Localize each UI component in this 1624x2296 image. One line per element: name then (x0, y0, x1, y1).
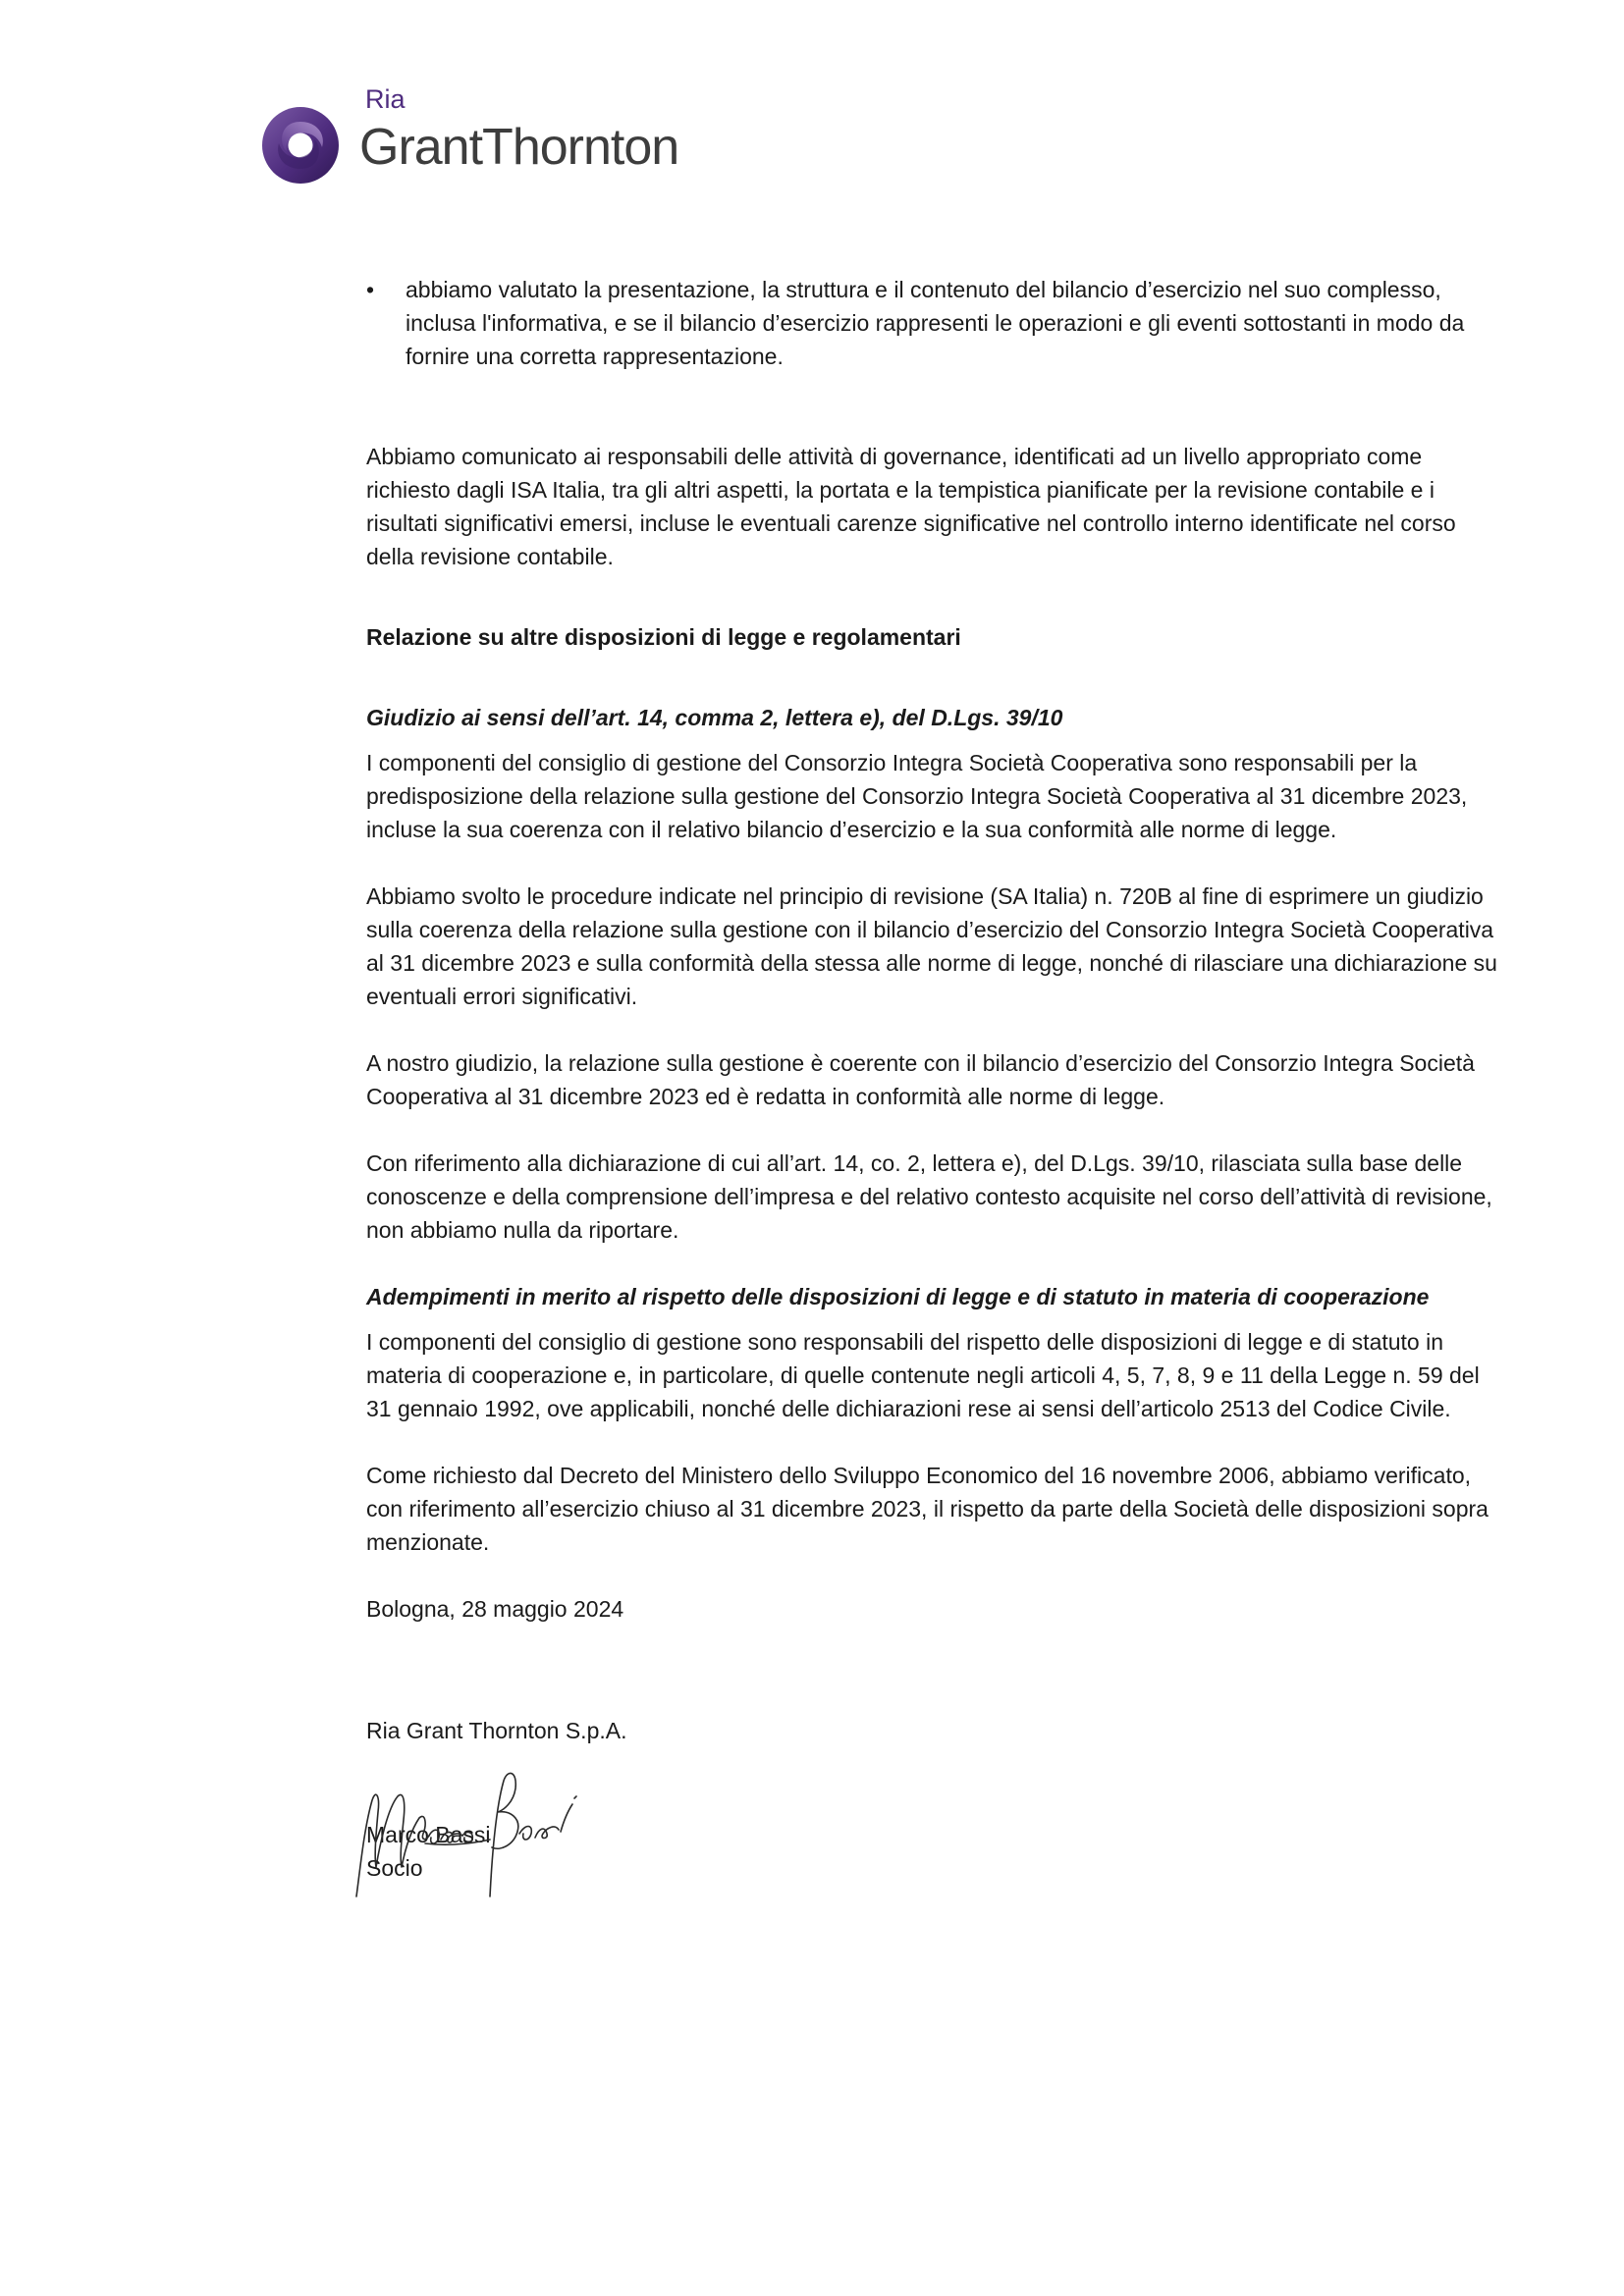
bullet-text: abbiamo valutato la presentazione, la struttura e il contenuto del bilancio d’esercizio nel suo complesso, inclusa l'informativa, e se il bilancio d’esercizio rappresenti le operazioni e gli eventi sottostanti in modo da fornire una corretta rappresentazione. (406, 277, 1465, 369)
subheading-giudizio: Giudizio ai sensi dell’art. 14, comma 2, lettera e), del D.Lgs. 39/10 (366, 705, 1063, 730)
handwritten-signature (343, 1749, 618, 1916)
place-date: Bologna, 28 maggio 2024 (366, 1596, 624, 1622)
paragraph-giudizio: A nostro giudizio, la relazione sulla gestione è coerente con il bilancio d’esercizio del Consorzio Integra Società Cooperativa al 31 dicembre 2023 ed è redatta in conformità alle norme di legge. (366, 1050, 1475, 1109)
paragraph-riferimento: Con riferimento alla dichiarazione di cui all’art. 14, co. 2, lettera e), del D.Lgs. 39/10, rilasciata sulla base delle conoscenze e della comprensione dell’impresa e del relativo contesto acquisite nel corso dell’attività di revisione, non abbiamo nulla da riportare. (366, 1150, 1492, 1243)
firm-name: Ria Grant Thornton S.p.A. (366, 1718, 627, 1743)
signatory-name: Marco Bassi (366, 1822, 491, 1847)
section-heading-altre-disposizioni: Relazione su altre disposizioni di legge e regolamentari (366, 624, 961, 650)
document-body (366, 273, 1505, 1885)
bullet-item (366, 273, 1505, 373)
paragraph-governance: Abbiamo comunicato ai responsabili delle attività di governance, identificati ad un livello appropriato come richiesto dagli ISA Italia, tra gli altri aspetti, la portata e la tempistica pianificate per la revisione contabile e i risultati significativi emersi, incluse le eventuali carenze significative nel controllo interno identificate nel corso della revisione contabile. (366, 444, 1456, 569)
ria-grant-thornton-logo (261, 84, 693, 192)
signature-block (366, 1818, 1505, 1885)
paragraph-procedure: Abbiamo svolto le procedure indicate nel principio di revisione (SA Italia) n. 720B al fine di esprimere un giudizio sulla coerenza della relazione sulla gestione con il bilancio d’esercizio del Consorzio Integra Società Cooperativa al 31 dicembre 2023 e sulla conformità della stessa alle norme di legge, nonché di rilasciare una dichiarazione su eventuali errori significativi. (366, 883, 1497, 1009)
signatory-role: Socio (366, 1855, 423, 1881)
grant-thornton-logo-icon (261, 106, 340, 185)
logo-main-text: GrantThornton (359, 119, 679, 176)
paragraph-decreto: Come richiesto dal Decreto del Ministero dello Sviluppo Economico del 16 novembre 2006, abbiamo verificato, con riferimento all’esercizio chiuso al 31 dicembre 2023, il rispetto da parte della Società delle disposizioni sopra menzionate. (366, 1463, 1489, 1555)
bullet-dot-icon: • (366, 277, 375, 302)
paragraph-cooperazione: I componenti del consiglio di gestione sono responsabili del rispetto delle disposizioni di legge e di statuto in materia di cooperazione e, in particolare, di quelle contenute negli articoli 4, 5, 7, 8, 9 e 11 della Legge n. 59 del 31 gennaio 1992, ove applicabili, nonché delle dichiarazioni rese ai sensi dell’articolo 2513 del Codice Civile. (366, 1329, 1480, 1421)
subheading-adempimenti: Adempimenti in merito al rispetto delle disposizioni di legge e di statuto in materia di cooperazione (366, 1284, 1430, 1309)
paragraph-componenti: I componenti del consiglio di gestione del Consorzio Integra Società Cooperativa sono responsabili per la predisposizione della relazione sulla gestione del Consorzio Integra Società Cooperativa al 31 dicembre 2023, incluse la sua coerenza con il relativo bilancio d’esercizio e la sua conformità alle norme di legge. (366, 750, 1468, 842)
logo-sub-text: Ria (365, 84, 406, 114)
